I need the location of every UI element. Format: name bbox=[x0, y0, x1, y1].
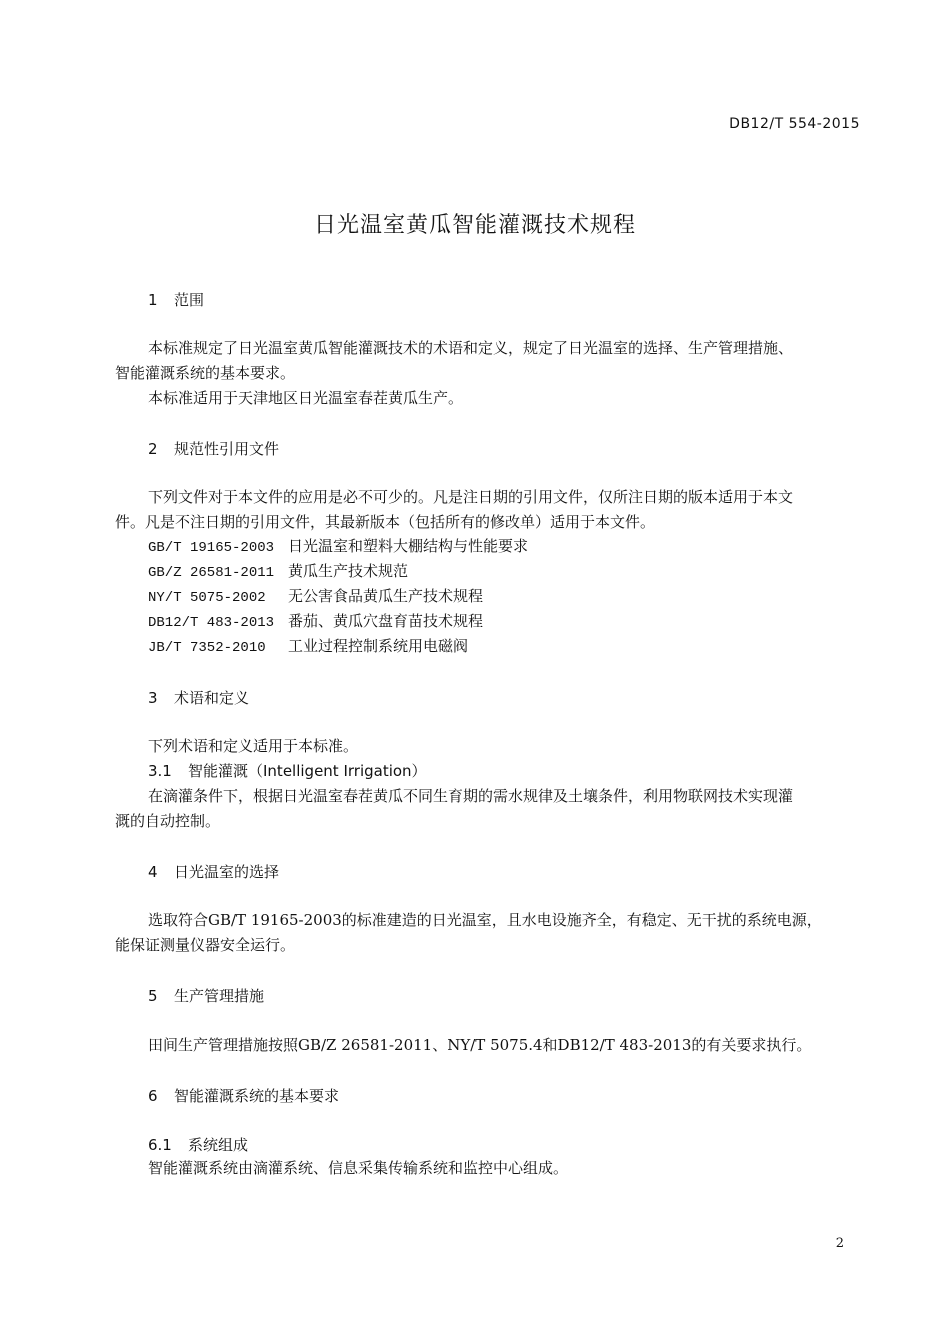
section-5-heading bbox=[148, 985, 264, 1006]
subsection-6-1-heading bbox=[148, 1134, 248, 1155]
s5-line1: 田间生产管理措施按照GB/Z 26581-2011、NY/T 5075.4和DB12/T 483-2013的有关要求执行。 bbox=[148, 1036, 812, 1054]
subsection-title: 系统组成 bbox=[188, 1136, 249, 1154]
section-4-heading bbox=[148, 861, 279, 882]
reference-item bbox=[148, 535, 528, 556]
subsection-3-1-heading bbox=[148, 760, 427, 781]
section-number: 4 bbox=[148, 863, 158, 881]
section-title: 生产管理措施 bbox=[174, 987, 265, 1005]
s4-line1: 选取符合GB/T 19165-2003的标准建造的日光温室，且水电设施齐全，有稳定、无干扰的系统电源， bbox=[148, 911, 822, 929]
reference-name: 黄瓜生产技术规范 bbox=[288, 562, 409, 580]
reference-item bbox=[148, 610, 483, 631]
s1-para1-line2: 智能灌溉系统的基本要求。 bbox=[115, 364, 296, 382]
section-number: 2 bbox=[148, 440, 158, 458]
document-title: 日光温室黄瓜智能灌溉技术规程 bbox=[313, 213, 636, 238]
s1-para1-line1: 本标准规定了日光温室黄瓜智能灌溉技术的术语和定义，规定了日光温室的选择、生产管理措施、 bbox=[148, 339, 794, 357]
reference-name: 无公害食品黄瓜生产技术规程 bbox=[288, 587, 484, 605]
reference-name: 日光温室和塑料大棚结构与性能要求 bbox=[288, 537, 529, 555]
section-title: 智能灌溉系统的基本要求 bbox=[174, 1087, 340, 1105]
page-number: 2 bbox=[835, 1236, 844, 1251]
subsection-title: 智能灌溉（Intelligent Irrigation） bbox=[188, 762, 427, 780]
reference-code: NY/T 5075-2002 bbox=[148, 590, 266, 606]
s3-intro: 下列术语和定义适用于本标准。 bbox=[148, 737, 359, 755]
section-title: 术语和定义 bbox=[174, 689, 250, 707]
section-3-heading bbox=[148, 687, 249, 708]
reference-item bbox=[148, 635, 468, 656]
s2-intro-line2: 件。凡是不注日期的引用文件，其最新版本（包括所有的修改单）适用于本文件。 bbox=[115, 513, 656, 531]
section-6-heading bbox=[148, 1085, 339, 1106]
s4-line2: 能保证测量仪器安全运行。 bbox=[115, 936, 296, 954]
s3-def-line1: 在滴灌条件下，根据日光温室春茬黄瓜不同生育期的需水规律及土壤条件，利用物联网技术实现灌 bbox=[148, 787, 794, 805]
section-title: 范围 bbox=[174, 291, 205, 309]
reference-item bbox=[148, 560, 408, 581]
section-1-heading bbox=[148, 289, 204, 310]
s3-def-line2: 溉的自动控制。 bbox=[115, 812, 221, 830]
reference-name: 工业过程控制系统用电磁阀 bbox=[288, 637, 469, 655]
subsection-number: 3.1 bbox=[148, 762, 172, 780]
s2-intro-line1: 下列文件对于本文件的应用是必不可少的。凡是注日期的引用文件，仅所注日期的版本适用于本文 bbox=[148, 488, 794, 506]
section-title: 日光温室的选择 bbox=[174, 863, 280, 881]
reference-code: DB12/T 483-2013 bbox=[148, 615, 275, 631]
section-title: 规范性引用文件 bbox=[174, 440, 280, 458]
reference-code: GB/Z 26581-2011 bbox=[148, 565, 275, 581]
section-number: 6 bbox=[148, 1087, 158, 1105]
section-number: 5 bbox=[148, 987, 158, 1005]
reference-item bbox=[148, 585, 483, 606]
subsection-number: 6.1 bbox=[148, 1136, 172, 1154]
section-number: 1 bbox=[148, 291, 158, 309]
s1-para2: 本标准适用于天津地区日光温室春茬黄瓜生产。 bbox=[148, 389, 464, 407]
document-code: DB12/T 554-2015 bbox=[729, 116, 860, 132]
reference-code: JB/T 7352-2010 bbox=[148, 640, 266, 656]
s6-line1: 智能灌溉系统由滴灌系统、信息采集传输系统和监控中心组成。 bbox=[148, 1159, 569, 1177]
section-2-heading bbox=[148, 438, 279, 459]
reference-code: GB/T 19165-2003 bbox=[148, 540, 275, 556]
reference-name: 番茄、黄瓜穴盘育苗技术规程 bbox=[288, 612, 484, 630]
section-number: 3 bbox=[148, 689, 158, 707]
